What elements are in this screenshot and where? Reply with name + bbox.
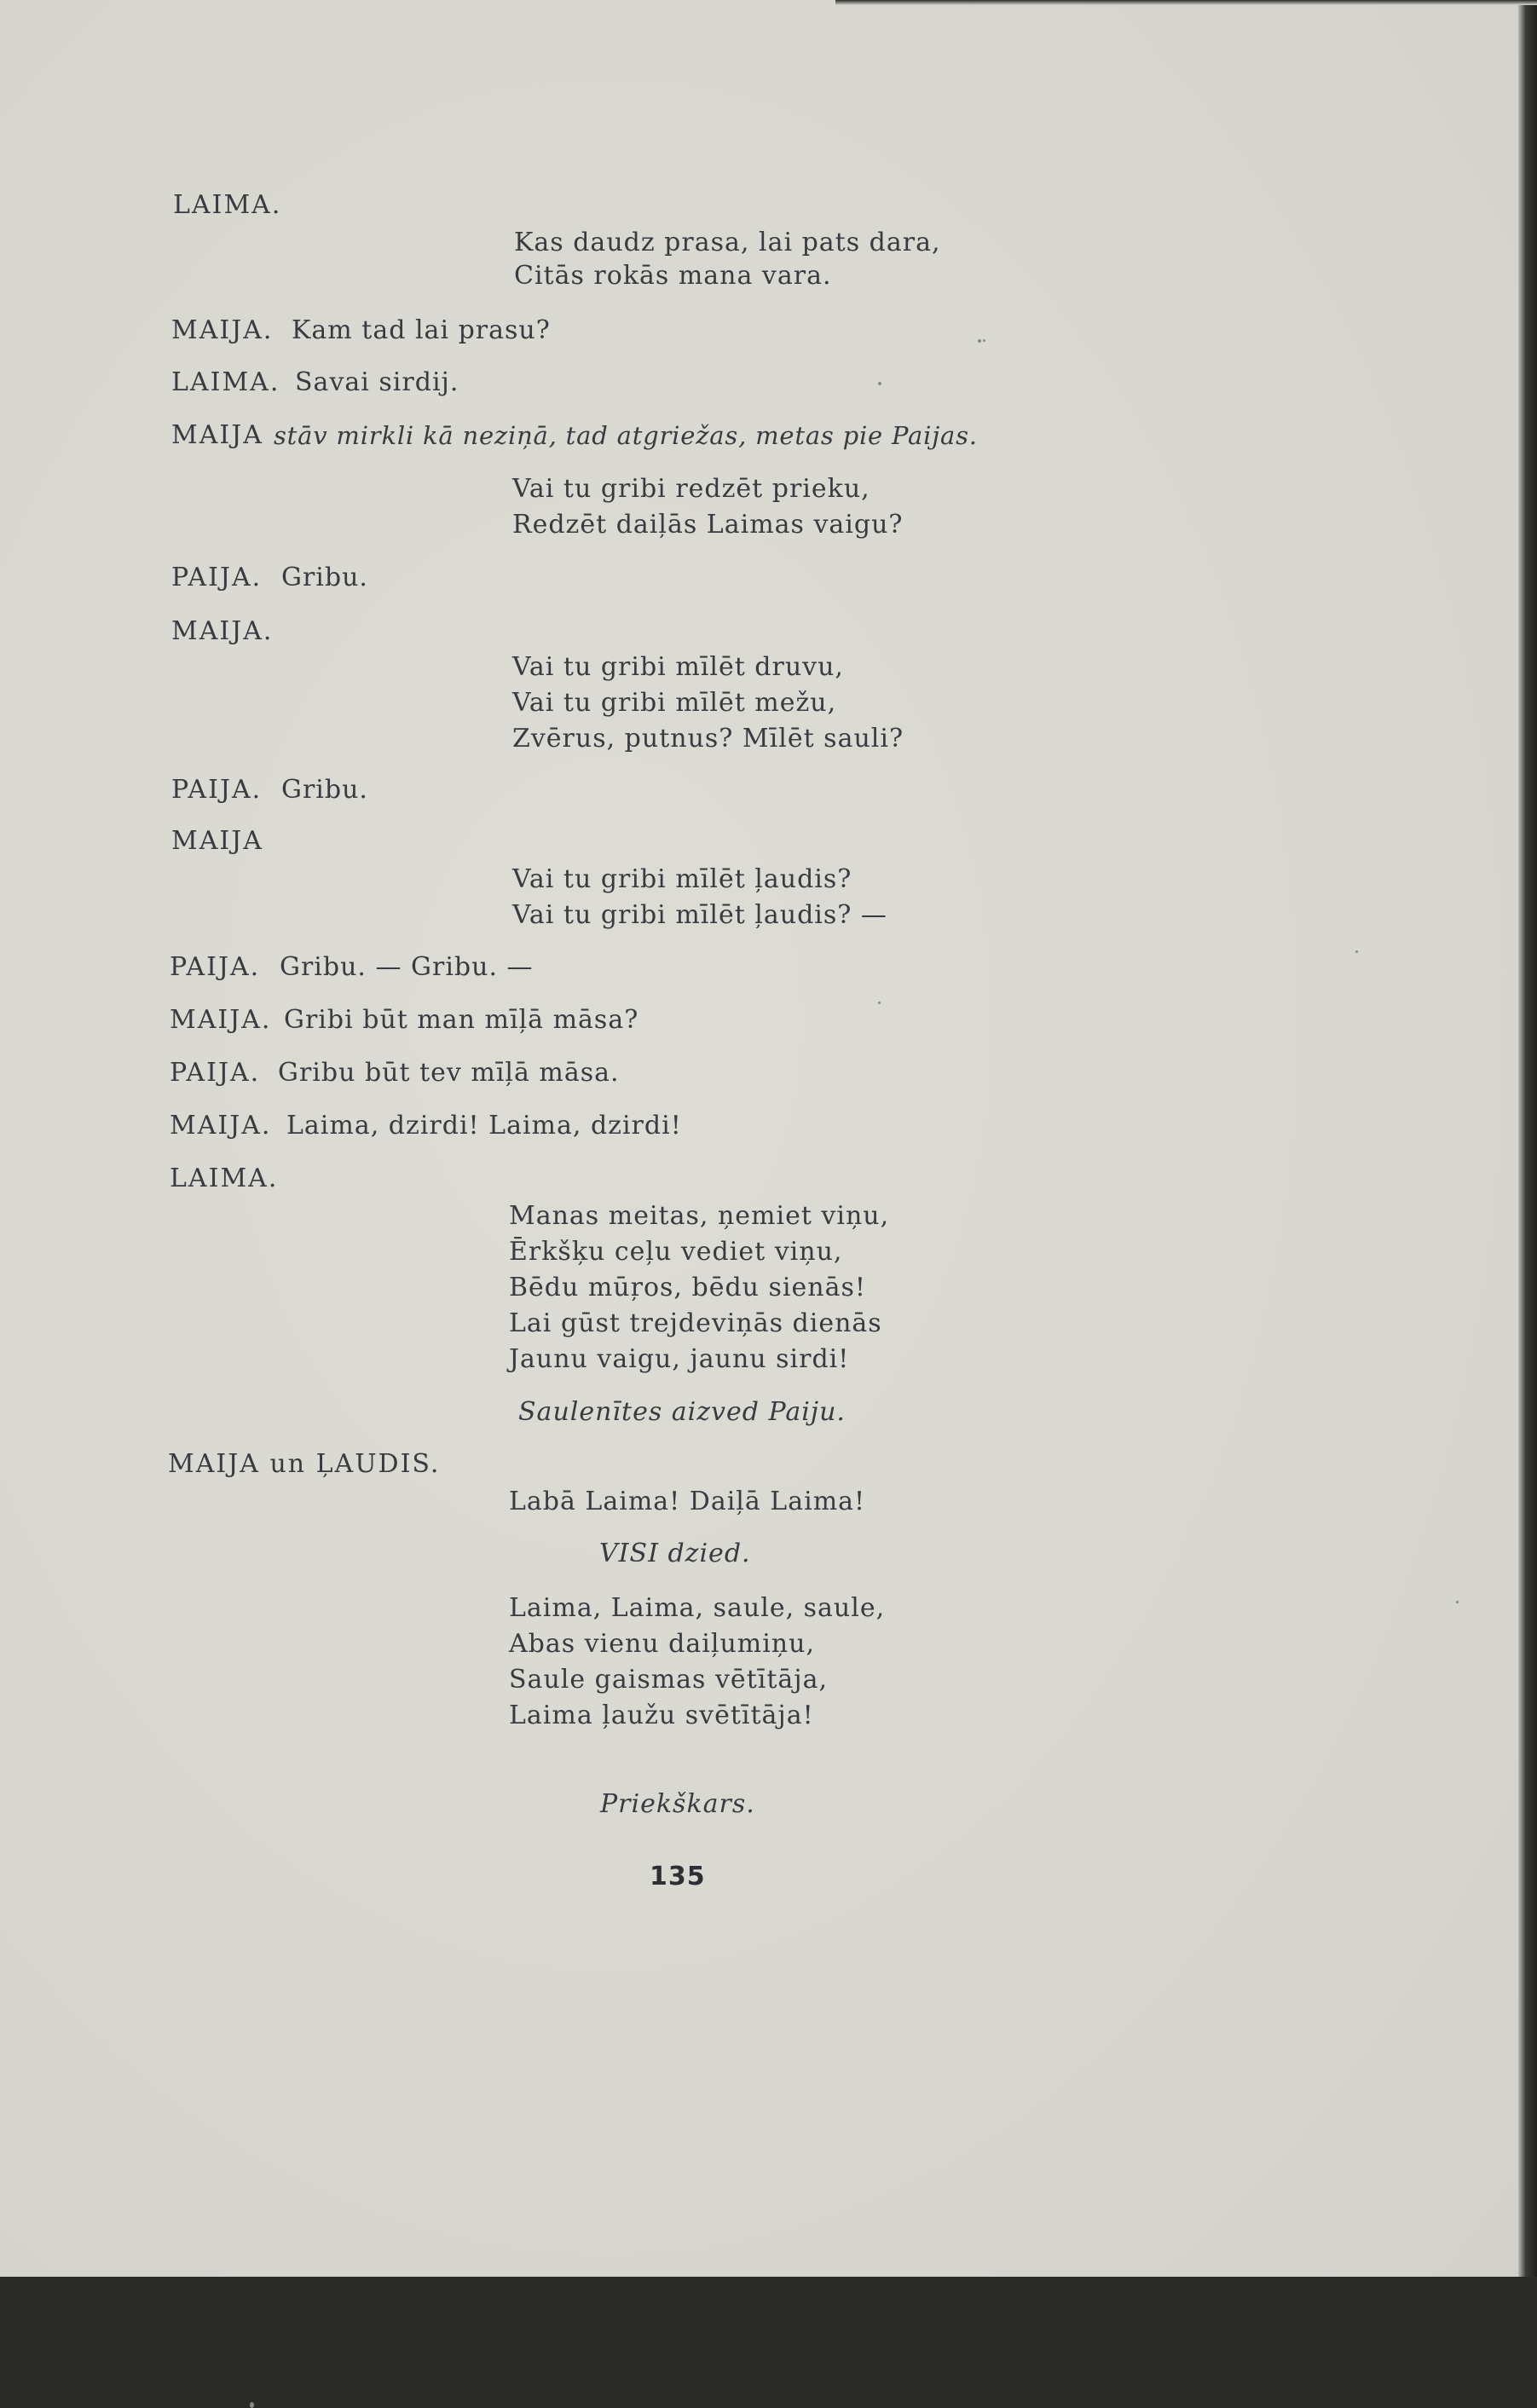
verse-line: Bēdu mūŗos, bēdu sienās! [509, 1273, 866, 1302]
paper-speck [1456, 1601, 1459, 1603]
speaker-maija: MAIJA [171, 420, 263, 450]
paper-speck [978, 339, 981, 343]
verse-line: Abas vienu daiļumiņu, [509, 1629, 815, 1659]
dialogue-text: Gribi būt man mīļā māsa? [284, 1005, 639, 1035]
verse-line: Labā Laima! Daiļā Laima! [509, 1487, 866, 1516]
page-edge-shadow [1518, 0, 1537, 2277]
paper-speck [983, 339, 985, 342]
speaker-maija-un-laudis: MAIJA un ĻAUDIS. [168, 1449, 441, 1479]
stage-direction: stāv mirkli kā neziņā, tad atgriežas, metas pie Paijas. [274, 421, 978, 450]
speaker-paija: PAIJA. [171, 775, 263, 805]
stage-direction: Saulenītes aizved Paiju. [518, 1397, 846, 1427]
verse-line: Vai tu gribi mīlēt ļaudis? [512, 864, 852, 894]
verse-line: Manas meitas, ņemiet viņu, [509, 1201, 890, 1231]
page-number: 135 [650, 1862, 706, 1891]
speaker-maija: MAIJA. [170, 1005, 272, 1035]
curtain-direction: Priekškars. [600, 1789, 755, 1819]
speaker-laima: LAIMA. [170, 1164, 279, 1193]
speaker-paija: PAIJA. [170, 1058, 261, 1088]
speaker-maija: MAIJA. [171, 616, 274, 646]
verse-line: Ērkšķu ceļu vediet viņu, [509, 1237, 843, 1267]
speaker-paija: PAIJA. [171, 563, 263, 592]
dialogue-text: Gribu. [281, 775, 368, 805]
verse-line: Citās rokās mana vara. [514, 261, 832, 291]
verse-line: Vai tu gribi mīlēt ļaudis? — [512, 900, 887, 930]
speaker-paija: PAIJA. [170, 952, 261, 982]
speaker-maija: MAIJA [171, 826, 263, 856]
dialogue-text: Savai sirdij. [295, 367, 459, 397]
paper-speck [878, 382, 881, 385]
dialogue-text: Gribu. — Gribu. — [280, 952, 534, 982]
paper-speck [250, 2402, 254, 2408]
verse-line: Vai tu gribi mīlēt mežu, [512, 688, 837, 718]
speaker-laima: LAIMA. [173, 190, 282, 220]
speaker-maija: MAIJA. [170, 1111, 272, 1140]
verse-line: Vai tu gribi redzēt prieku, [512, 474, 870, 504]
verse-line: Laima, Laima, saule, saule, [509, 1593, 886, 1623]
speaker-laima: LAIMA. [171, 367, 280, 397]
paper-speck [1355, 950, 1358, 953]
stage-direction: VISI dzied. [599, 1539, 751, 1568]
paper-speck [878, 1002, 881, 1004]
verse-line: Jaunu vaigu, jaunu sirdi! [509, 1344, 850, 1374]
verse-line: Saule gaismas vētītāja, [509, 1665, 829, 1695]
verse-line: Vai tu gribi mīlēt druvu, [512, 652, 844, 682]
dialogue-text: Kam tad lai prasu? [292, 315, 551, 345]
verse-line: Laima ļaužu svētītāja! [509, 1701, 814, 1730]
dialogue-text: Gribu. [281, 563, 368, 592]
verse-line: Kas daudz prasa, lai pats dara, [514, 228, 941, 257]
verse-line: Lai gūst trejdeviņās dienās [509, 1308, 882, 1338]
verse-line: Redzēt daiļās Laimas vaigu? [512, 510, 904, 540]
speaker-maija: MAIJA. [171, 315, 274, 345]
dialogue-text: Laima, dzirdi! Laima, dzirdi! [286, 1111, 682, 1140]
page-top-shadow [835, 0, 1537, 5]
dialogue-text: Gribu būt tev mīļā māsa. [278, 1058, 620, 1088]
verse-line: Zvērus, putnus? Mīlēt sauli? [512, 724, 904, 754]
